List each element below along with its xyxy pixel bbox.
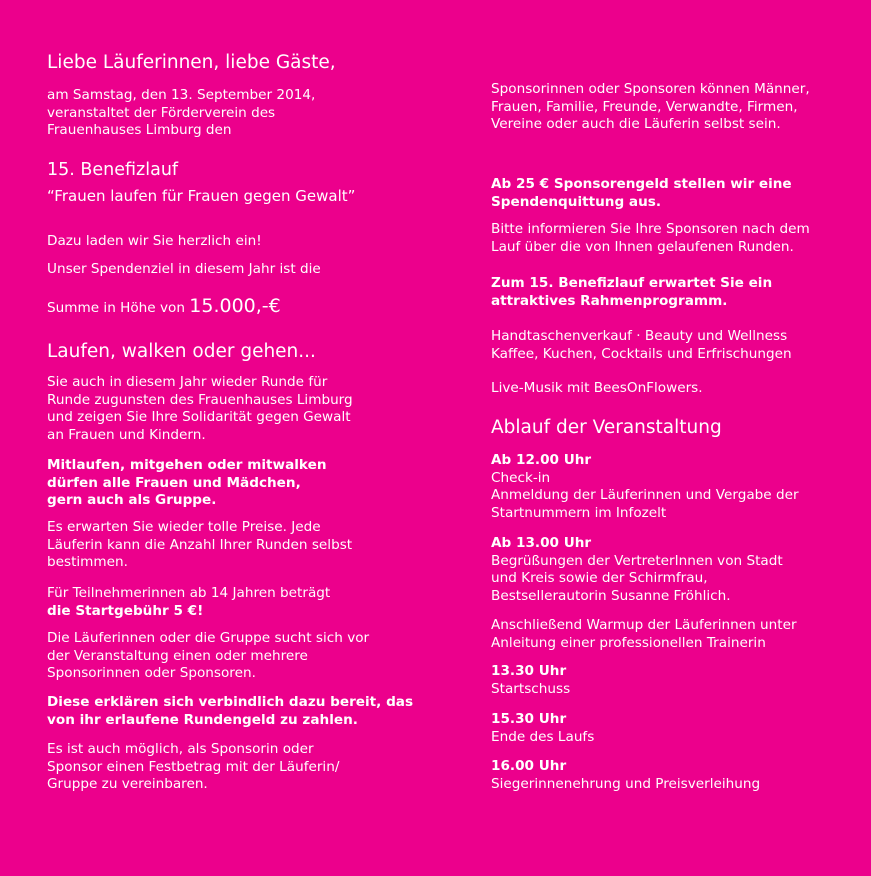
schedule-item bbox=[491, 535, 783, 605]
paragraph-prizes: Es erwarten Sie wieder tolle Preise. Jede Läuferin kann die Anzahl Ihrer Runden selbst bestimmen. bbox=[47, 519, 353, 570]
paragraph-sponsor-commitment: Diese erklären sich verbindlich dazu bereit, das von ihr erlaufene Rundengeld zu zahlen. bbox=[47, 694, 414, 728]
paragraph-participation: Mitlaufen, mitgehen oder mitwalken dürfen alle Frauen und Mädchen, gern auch als Gruppe. bbox=[47, 457, 327, 508]
inform-sponsors: Bitte informieren Sie Ihre Sponsoren nach dem Lauf über die von Ihnen gelaufenen Runden. bbox=[491, 221, 810, 255]
paragraph-sponsor-search: Die Läuferinnen oder die Gruppe sucht sich vor der Veranstaltung einen oder mehrere Sponsorinnen oder Sponsoren. bbox=[47, 630, 370, 681]
schedule-desc: Ende des Laufs bbox=[491, 728, 595, 745]
schedule-desc: Begrüßungen der VertreterInnen von Stadt und Kreis sowie der Schirmfrau, Bestsellerautorin Susanne Fröhlich. bbox=[491, 552, 783, 604]
section-heading: Laufen, walken oder gehen... bbox=[47, 341, 316, 362]
schedule-time: 13.30 Uhr bbox=[491, 663, 567, 679]
schedule-item bbox=[491, 452, 799, 522]
program-text: Zum 15. Benefizlauf erwartet Sie ein attraktives Rahmenprogramm. bbox=[491, 275, 773, 309]
schedule-item bbox=[491, 758, 760, 793]
schedule-item bbox=[491, 711, 594, 746]
sponsors-text: Sponsorinnen oder Sponsoren können Männer, Frauen, Familie, Freunde, Verwandte, Firmen, Vereine oder auch die Läuferin selbst sein. bbox=[491, 81, 810, 132]
schedule-heading: Ablauf der Veranstaltung bbox=[491, 417, 722, 438]
schedule-time: 16.00 Uhr bbox=[491, 758, 567, 774]
schedule-desc: Check-in Anmeldung der Läuferinnen und Vergabe der Startnummern im Infozelt bbox=[491, 469, 799, 521]
schedule-time: Ab 12.00 Uhr bbox=[491, 452, 592, 468]
goal-prefix: Summe in Höhe von bbox=[47, 300, 190, 316]
event-title: 15. Benefizlauf bbox=[47, 160, 179, 180]
paragraph-fixed-amount: Es ist auch möglich, als Sponsorin oder Sponsor einen Festbetrag mit der Läuferin/ Gruppe zu vereinbaren. bbox=[47, 741, 340, 792]
schedule-item bbox=[491, 663, 570, 698]
goal-line bbox=[47, 295, 281, 318]
greeting: Liebe Läuferinnen, liebe Gäste, bbox=[47, 52, 336, 73]
paragraph-age: Für Teilnehmerinnen ab 14 Jahren beträgt bbox=[47, 585, 331, 601]
event-motto: “Frauen laufen für Frauen gegen Gewalt” bbox=[47, 187, 356, 205]
goal-amount: 15.000,-€ bbox=[189, 295, 281, 317]
goal-intro: Unser Spendenziel in diesem Jahr ist die bbox=[47, 261, 321, 277]
music-text: Live-Musik mit BeesOnFlowers. bbox=[491, 380, 703, 396]
invite-text: Dazu laden wir Sie herzlich ein! bbox=[47, 233, 262, 249]
schedule-desc: Startschuss bbox=[491, 680, 571, 697]
entry-fee: die Startgebühr 5 €! bbox=[47, 603, 204, 619]
offers-text: Handtaschenverkauf · Beauty und Wellness Kaffee, Kuchen, Cocktails und Erfrischungen bbox=[491, 328, 792, 362]
schedule-desc: Anschließend Warmup der Läuferinnen unter Anleitung einer professionellen Trainerin bbox=[491, 617, 797, 651]
schedule-time: Ab 13.00 Uhr bbox=[491, 535, 592, 551]
schedule-desc: Siegerinnenehrung und Preisverleihung bbox=[491, 775, 761, 792]
schedule-item bbox=[491, 617, 797, 652]
paragraph-solidarity: Sie auch in diesem Jahr wieder Runde für Runde zugunsten des Frauenhauses Limburg und zeigen Sie Ihre Solidarität gegen Gewalt an Frauen und Kindern. bbox=[47, 374, 353, 443]
intro-text: am Samstag, den 13. September 2014, veranstaltet der Förderverein des Frauenhauses Limburg den bbox=[47, 87, 316, 138]
donation-receipt: Ab 25 € Sponsorengeld stellen wir eine Spendenquittung aus. bbox=[491, 176, 792, 210]
schedule-time: 15.30 Uhr bbox=[491, 711, 567, 727]
